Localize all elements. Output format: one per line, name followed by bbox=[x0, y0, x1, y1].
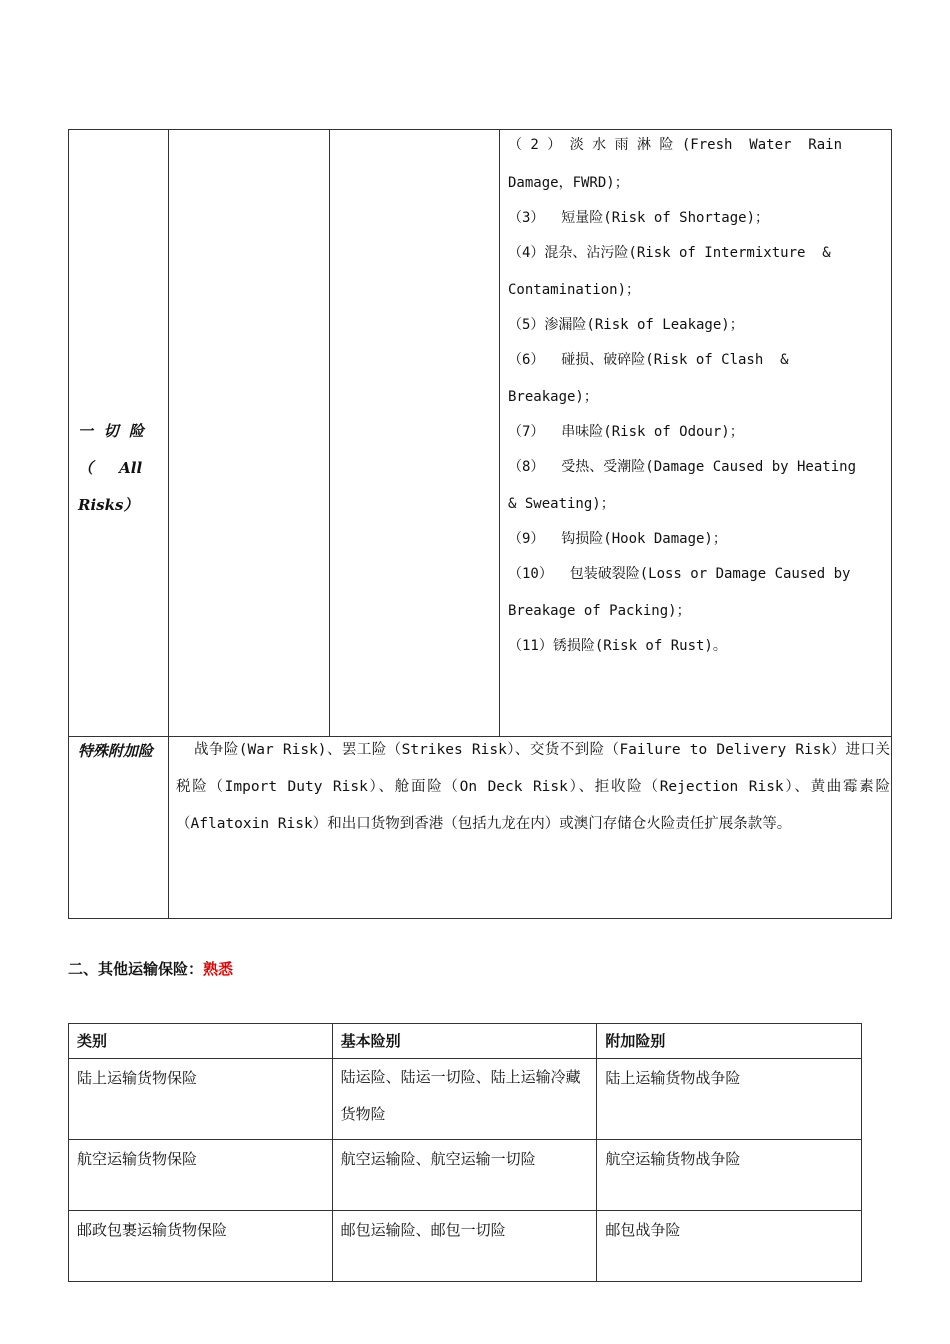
table-row bbox=[69, 1211, 862, 1282]
cell-basic: 航空运输险、航空运输一切险 bbox=[332, 1140, 597, 1211]
header-category: 类别 bbox=[69, 1024, 333, 1059]
table-header-row bbox=[69, 1024, 862, 1059]
header-basic: 基本险别 bbox=[332, 1024, 597, 1059]
table1-bottom-border bbox=[68, 918, 892, 919]
all-risks-label bbox=[78, 413, 144, 524]
section2-heading bbox=[68, 958, 233, 979]
risk-item-10b: Breakage of Packing)； bbox=[508, 603, 691, 619]
table-row bbox=[69, 1140, 862, 1211]
section2-title: 二、其他运输保险： bbox=[68, 960, 204, 978]
risk-item-7: （7） 串味险(Risk of Odour)； bbox=[508, 424, 744, 440]
all-risks-label-line1: 一 切 险 bbox=[78, 422, 144, 440]
risk-item-10a: （10） 包装破裂险(Loss or Damage Caused by bbox=[508, 566, 851, 582]
risk-item-5: （5）渗漏险(Risk of Leakage)； bbox=[508, 317, 744, 333]
risk-item-9: （9） 钩损险(Hook Damage)； bbox=[508, 531, 727, 547]
risk-item-8a: （8） 受热、受潮险(Damage Caused by Heating bbox=[508, 459, 857, 475]
table1-left-border bbox=[68, 129, 69, 919]
cell-category: 航空运输货物保险 bbox=[69, 1140, 333, 1211]
table1-col1-border bbox=[168, 129, 169, 919]
all-risks-label-line3: Risks） bbox=[78, 496, 139, 514]
risk-item-11: （11）锈损险(Risk of Rust)。 bbox=[508, 638, 727, 654]
table1-right-border bbox=[891, 129, 892, 919]
cell-basic: 邮包运输险、邮包一切险 bbox=[332, 1211, 597, 1282]
cell-additional: 邮包战争险 bbox=[597, 1211, 862, 1282]
table-row bbox=[69, 1059, 862, 1140]
cell-additional: 陆上运输货物战争险 bbox=[597, 1059, 862, 1140]
special-risks-text: 战争险(War Risk)、罢工险（Strikes Risk）、交货不到险（Failure to Delivery Risk）进口关税险（Import Duty Risk）、舱面险（On Deck Risk）、拒收险（Rejection Risk）、黄曲霉素险（Aflatoxin Risk）和出口货物到香港（包括九龙在内）或澳门存储仓火险责任扩展条款等。 bbox=[176, 742, 890, 832]
risk-item-4b: Contamination)； bbox=[508, 282, 641, 298]
risk-item-2b: Damage，FWRD)； bbox=[508, 175, 629, 191]
table1-col2-border bbox=[329, 129, 330, 737]
cell-category: 邮政包裹运输货物保险 bbox=[69, 1211, 333, 1282]
risk-item-6b: Breakage)； bbox=[508, 389, 598, 405]
special-risks-label: 特殊附加险 bbox=[78, 742, 154, 760]
cell-category: 陆上运输货物保险 bbox=[69, 1059, 333, 1140]
all-risks-label-line2: （ All bbox=[78, 459, 143, 477]
risk-item-2a: （ 2 ） 淡 水 雨 淋 险 (Fresh Water Rain bbox=[508, 137, 843, 153]
transport-insurance-table bbox=[68, 1023, 862, 1282]
table1-top-border bbox=[68, 129, 892, 130]
risk-item-4a: （4）混杂、沾污险(Risk of Intermixture & bbox=[508, 245, 831, 261]
cell-basic: 陆运险、陆运一切险、陆上运输冷藏货物险 bbox=[332, 1059, 597, 1140]
risk-item-6a: （6） 碰损、破碎险(Risk of Clash & bbox=[508, 352, 789, 368]
table1-col3-border bbox=[499, 129, 500, 737]
section2-highlight: 熟悉 bbox=[203, 960, 234, 978]
risk-item-8b: & Sweating)； bbox=[508, 496, 615, 512]
risk-item-3: （3） 短量险(Risk of Shortage)； bbox=[508, 210, 770, 226]
header-additional: 附加险别 bbox=[597, 1024, 862, 1059]
cell-additional: 航空运输货物战争险 bbox=[597, 1140, 862, 1211]
